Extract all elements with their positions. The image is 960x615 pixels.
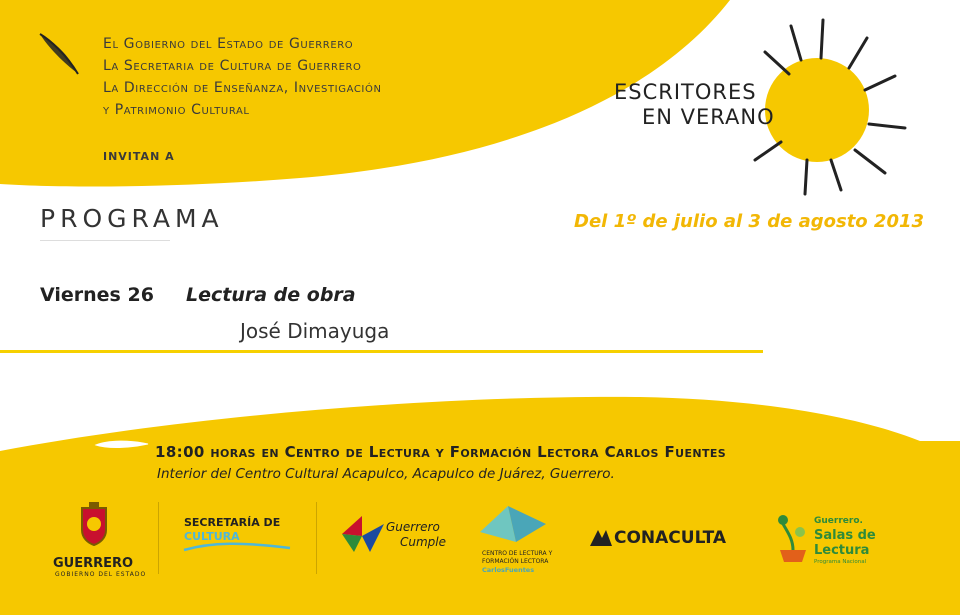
event-person: José Dimayuga [240, 319, 390, 343]
guerrero-shield-icon [78, 502, 110, 546]
quill-icon [36, 30, 86, 80]
organizer-line: La Secretaria de Cultura de Guerrero [103, 58, 362, 74]
venue-text: 18:00 horas en Centro de Lectura y Formación Lectora Carlos Fuentes [155, 443, 727, 461]
salas-line2: Salas de [814, 528, 876, 543]
guerrero-logo-sub: GOBIERNO DEL ESTADO [55, 571, 147, 578]
brand-line2: EN VERANO [642, 105, 775, 129]
brand-logo-text [614, 80, 775, 130]
logo-separator [316, 502, 317, 574]
event-dates: Del 1º de julio al 3 de agosto 2013 [574, 211, 925, 232]
organizer-line: y Patrimonio Cultural [103, 102, 250, 118]
title-underline [40, 240, 170, 241]
secretaria-line1: SECRETARÍA DE [184, 516, 281, 529]
organizer-line: El Gobierno del Estado de Guerrero [103, 36, 354, 52]
centro-line2: FORMACIÓN LECTORA [482, 558, 549, 565]
event-activity: Lectura de obra [186, 284, 356, 306]
plant-pot-icon [776, 508, 810, 564]
salas-line1: Guerrero. [814, 516, 863, 526]
conaculta-logo: CONACULTA [614, 528, 727, 548]
venue-address: Interior del Centro Cultural Acapulco, Acapulco de Juárez, Guerrero. [157, 466, 615, 482]
brand-line1: ESCRITORES [614, 80, 757, 104]
centro-line3: CarlosFuentes [482, 566, 535, 574]
organizer-line: La Dirección de Enseñanza, Investigación [103, 80, 382, 96]
guerrero-cumple-icon [340, 514, 386, 554]
wave-icon [182, 540, 292, 554]
section-divider [0, 350, 763, 353]
secretaria-line2: CULTURA [184, 530, 240, 543]
cumple-line2: Cumple [400, 535, 447, 549]
pen-icon [94, 438, 150, 452]
cumple-line1: Guerrero [386, 520, 440, 534]
program-title: PROGRAMA [40, 204, 224, 233]
open-book-icon [478, 502, 548, 546]
event-day: Viernes 26 [40, 284, 154, 306]
centro-line1: CENTRO DE LECTURA Y [482, 550, 553, 557]
salas-line3: Lectura [814, 543, 870, 558]
conaculta-mark-icon [590, 530, 612, 546]
invite-text: INVITAN A [103, 150, 175, 163]
guerrero-logo-name: GUERRERO [53, 556, 134, 571]
salas-line4: Programa Nacional [814, 559, 867, 565]
logo-separator [158, 502, 159, 574]
